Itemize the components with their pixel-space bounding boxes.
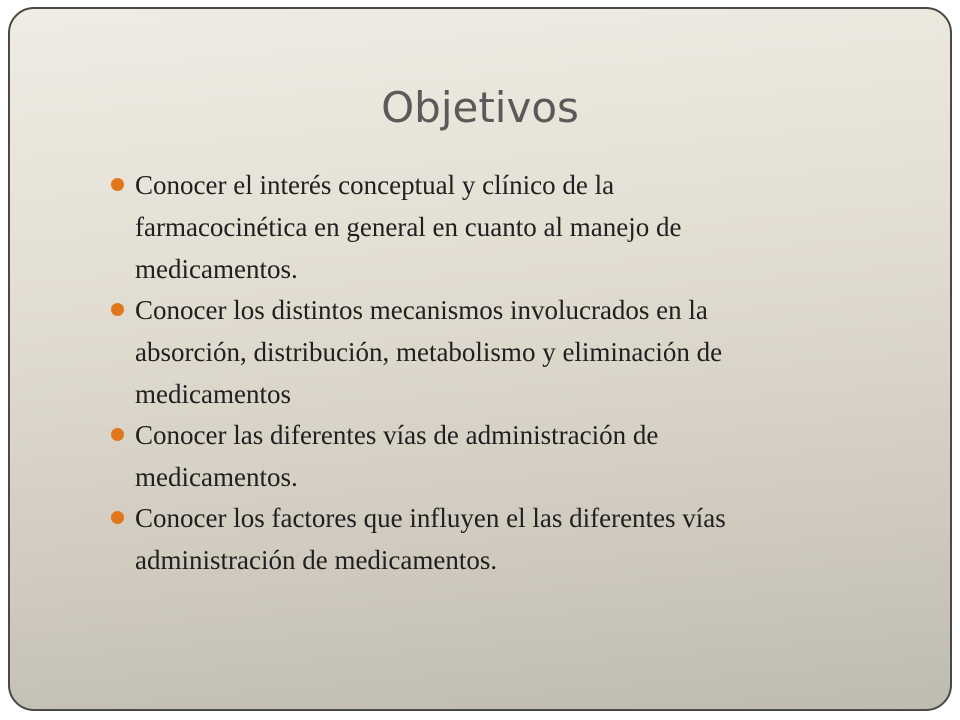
bullet-line: Conocer las diferentes vías de administración de bbox=[135, 420, 659, 450]
bullet-dot-icon bbox=[111, 178, 124, 191]
slide bbox=[8, 7, 952, 711]
bullet-dot-icon bbox=[111, 428, 124, 441]
bullet-line: Conocer los factores que influyen el las diferentes vías bbox=[135, 503, 726, 533]
slide-title: Objetivos bbox=[381, 83, 579, 132]
bullet-line: administración de medicamentos. bbox=[135, 545, 498, 575]
bullet-line: medicamentos. bbox=[135, 254, 298, 284]
bullet-line: medicamentos. bbox=[135, 462, 298, 492]
bullet-line: farmacocinética en general en cuanto al manejo de bbox=[135, 212, 682, 242]
bullet-dot-icon bbox=[111, 303, 124, 316]
bullet-item bbox=[111, 289, 881, 415]
bullet-list bbox=[111, 164, 881, 580]
bullet-dot-icon bbox=[111, 511, 124, 524]
bullet-item bbox=[111, 164, 881, 290]
bullet-line: Conocer el interés conceptual y clínico de la bbox=[135, 170, 615, 200]
bullet-line: medicamentos bbox=[135, 379, 291, 409]
bullet-item bbox=[111, 497, 881, 581]
bullet-line: absorción, distribución, metabolismo y eliminación de bbox=[135, 337, 723, 367]
bullet-line: Conocer los distintos mecanismos involucrados en la bbox=[135, 295, 708, 325]
bullet-item bbox=[111, 414, 881, 498]
